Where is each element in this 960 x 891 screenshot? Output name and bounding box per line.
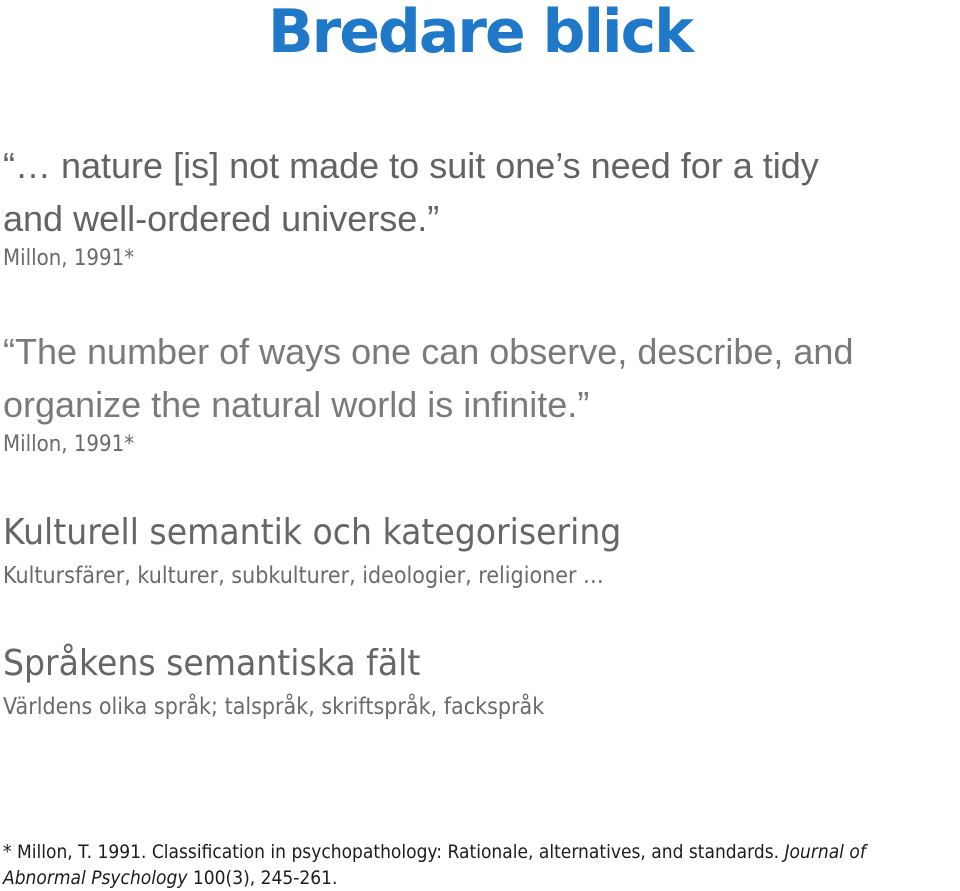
- footnote: [3, 839, 867, 891]
- quote-1-line-2: and well-ordered universe.”: [3, 198, 440, 239]
- footnote-line-1: [3, 839, 867, 865]
- quote-2-citation: Millon, 1991*: [3, 432, 135, 457]
- section-1-text: Kultursfärer, kulturer, subkulturer, ideologier, religioner …: [3, 563, 604, 589]
- footnote-line-2: [3, 865, 867, 891]
- section-1-heading: Kulturell semantik och kategorisering: [3, 512, 622, 553]
- quote-2-line-2: organize the natural world is infinite.”: [3, 384, 590, 425]
- footnote-journal-part-1: Journal of: [784, 841, 866, 863]
- footnote-suffix: 100(3), 245-261.: [187, 867, 338, 889]
- footnote-journal-part-2: Abnormal Psychology: [3, 867, 188, 889]
- section-2-text: Världens olika språk; talspråk, skriftspråk, fackspråk: [3, 694, 545, 720]
- section-2-heading: Språkens semantiska fält: [3, 643, 421, 684]
- quote-1: [3, 139, 953, 245]
- quote-2-line-1: “The number of ways one can observe, describe, and: [3, 331, 854, 372]
- quote-1-line-1: “… nature [is] not made to suit one’s need for a tidy: [3, 145, 819, 186]
- page-title: Bredare blick: [267, 0, 693, 67]
- footnote-prefix: * Millon, T. 1991. Classification in psychopathology: Rationale, alternatives, and standards.: [3, 841, 785, 863]
- quote-2: [3, 325, 960, 431]
- quote-1-citation: Millon, 1991*: [3, 246, 135, 271]
